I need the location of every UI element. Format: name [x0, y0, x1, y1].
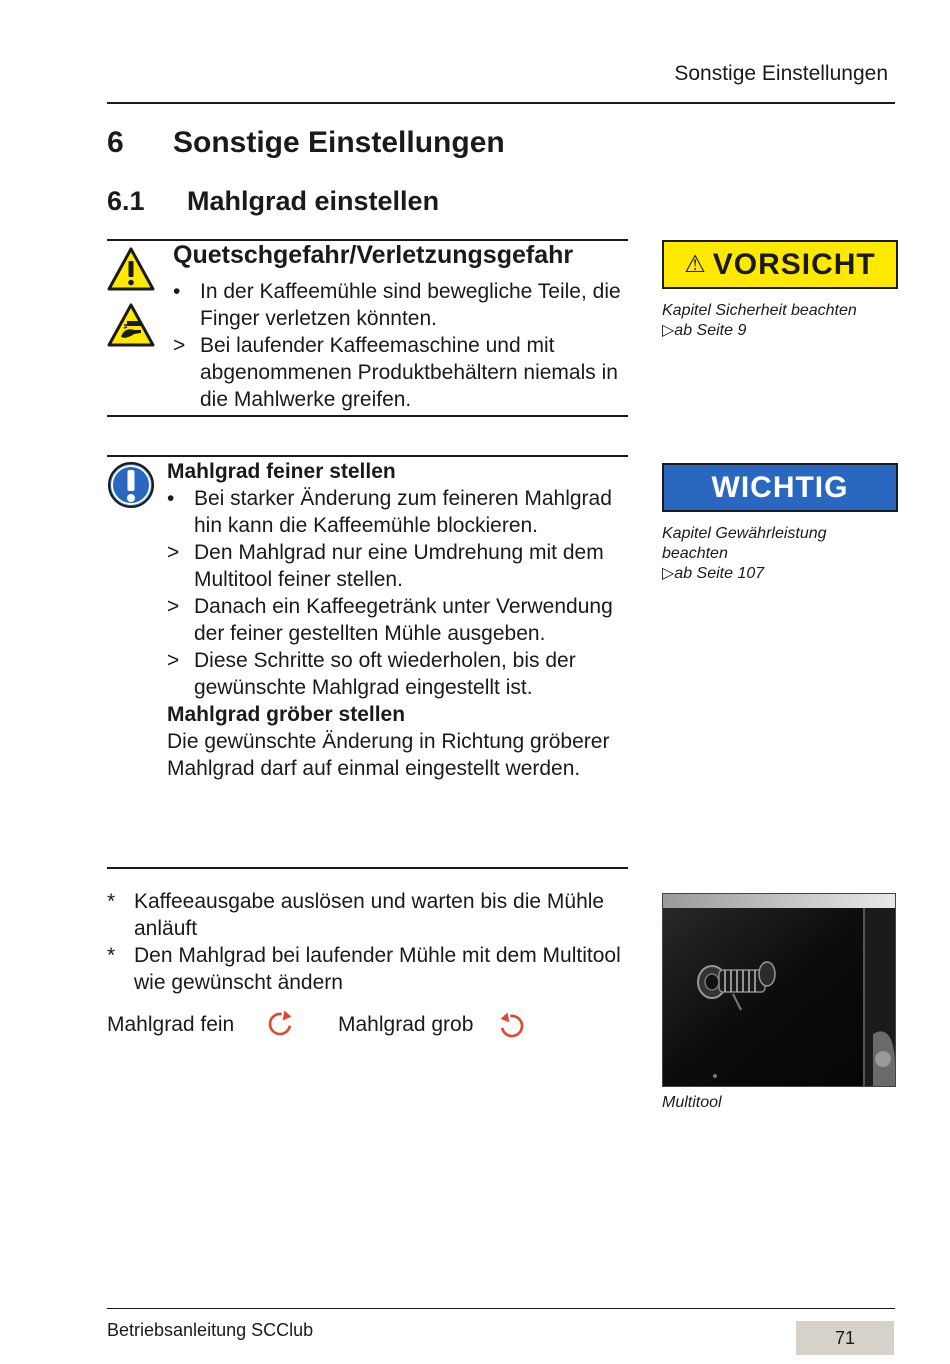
- coarse-label: Mahlgrad grob: [338, 1013, 474, 1036]
- list-item: [107, 888, 632, 942]
- warranty-note-text-2: beachten: [662, 545, 728, 562]
- caution-label: VORSICHT: [712, 247, 876, 281]
- list-item-text: In der Kaffeemühle sind bewegliche Teile, die Finger verletzen könnten.: [200, 280, 621, 330]
- clockwise-arrow-icon: [266, 1010, 294, 1038]
- fine-label: Mahlgrad fein: [107, 1013, 235, 1036]
- important-content: [167, 458, 622, 782]
- footer-rule: [107, 1308, 895, 1309]
- step-marker: >: [173, 334, 186, 357]
- list-item: [173, 332, 623, 413]
- procedure-steps: [107, 888, 632, 996]
- manual-title: Betriebsanleitung SCClub: [107, 1320, 314, 1340]
- list-item: [167, 593, 622, 647]
- chapter-title: Sonstige Einstellungen: [173, 126, 505, 159]
- important-top-rule: [107, 455, 628, 457]
- coarse-adjust-title: Mahlgrad gröber stellen: [167, 703, 406, 726]
- important-label: WICHTIG: [711, 470, 849, 504]
- caution-badge: [662, 240, 898, 289]
- list-item: [167, 539, 622, 593]
- bullet-marker: •: [167, 487, 175, 510]
- safety-note: [662, 301, 902, 341]
- list-item-text: Den Mahlgrad bei laufender Mühle mit dem Multitool wie gewünscht ändern: [134, 944, 621, 994]
- list-item-text: Danach ein Kaffeegetränk unter Verwendung der feiner gestellten Mühle ausgeben.: [194, 595, 613, 645]
- chapter-heading: [107, 126, 505, 160]
- important-badge: [662, 463, 898, 512]
- warning-triangle-icon: [107, 247, 155, 291]
- running-header: Sonstige Einstellungen: [674, 62, 888, 85]
- crush-hazard-icon: [107, 303, 155, 347]
- exclamation-icon: [107, 461, 155, 509]
- counterclockwise-arrow-icon: [498, 1012, 526, 1040]
- safety-note-page: ▷ab Seite 9: [662, 322, 747, 339]
- list-item: [167, 485, 622, 539]
- list-item-text: Den Mahlgrad nur eine Umdrehung mit dem Multitool feiner stellen.: [194, 541, 604, 591]
- list-item-text: Kaffeeausgabe auslösen und warten bis die Mühle anläuft: [134, 890, 605, 940]
- list-item-text: Bei laufender Kaffeemaschine und mit abgenommenen Produktbehältern niemals in die Mahlwerke greifen.: [200, 334, 618, 411]
- warranty-note-text: Kapitel Gewährleistung: [662, 525, 827, 542]
- fine-adjust-title: Mahlgrad feiner stellen: [167, 460, 396, 483]
- step-marker: >: [167, 649, 180, 672]
- step-marker: *: [107, 890, 116, 913]
- section-title: Mahlgrad einstellen: [187, 186, 440, 216]
- list-item-text: Diese Schritte so oft wiederholen, bis der gewünschte Mahlgrad eingestellt ist.: [194, 649, 576, 699]
- warning-list: [173, 278, 623, 413]
- section-number: 6.1: [107, 186, 145, 216]
- page-number: [796, 1321, 894, 1355]
- chapter-number: 6: [107, 126, 124, 159]
- step-marker: >: [167, 541, 180, 564]
- caution-triangle-icon: ⚠: [684, 251, 707, 278]
- section-heading: [107, 186, 439, 217]
- warning-title: Quetschgefahr/Verletzungsgefahr: [173, 241, 574, 269]
- warranty-note: [662, 524, 902, 584]
- warranty-note-page: ▷ab Seite 107: [662, 565, 765, 582]
- list-item-text: Bei starker Änderung zum feineren Mahlgrad hin kann die Kaffeemühle blockieren.: [194, 487, 612, 537]
- list-item: [173, 278, 623, 332]
- step-marker: *: [107, 944, 116, 967]
- bullet-marker: •: [173, 280, 181, 303]
- header-rule: [107, 102, 895, 104]
- coarse-adjust-text: Die gewünschte Änderung in Richtung gröberer Mahlgrad darf auf einmal eingestellt werden.: [167, 730, 610, 780]
- safety-note-text: Kapitel Sicherheit beachten: [662, 302, 857, 319]
- important-bottom-rule: [107, 867, 628, 869]
- step-marker: >: [167, 595, 180, 618]
- warning-bottom-rule: [107, 415, 628, 417]
- page-number-text: 71: [834, 1327, 856, 1348]
- important-list: [167, 485, 622, 701]
- list-item: [107, 942, 632, 996]
- multitool-photo: [662, 893, 896, 1087]
- list-item: [167, 647, 622, 701]
- photo-caption: Multitool: [662, 1094, 722, 1111]
